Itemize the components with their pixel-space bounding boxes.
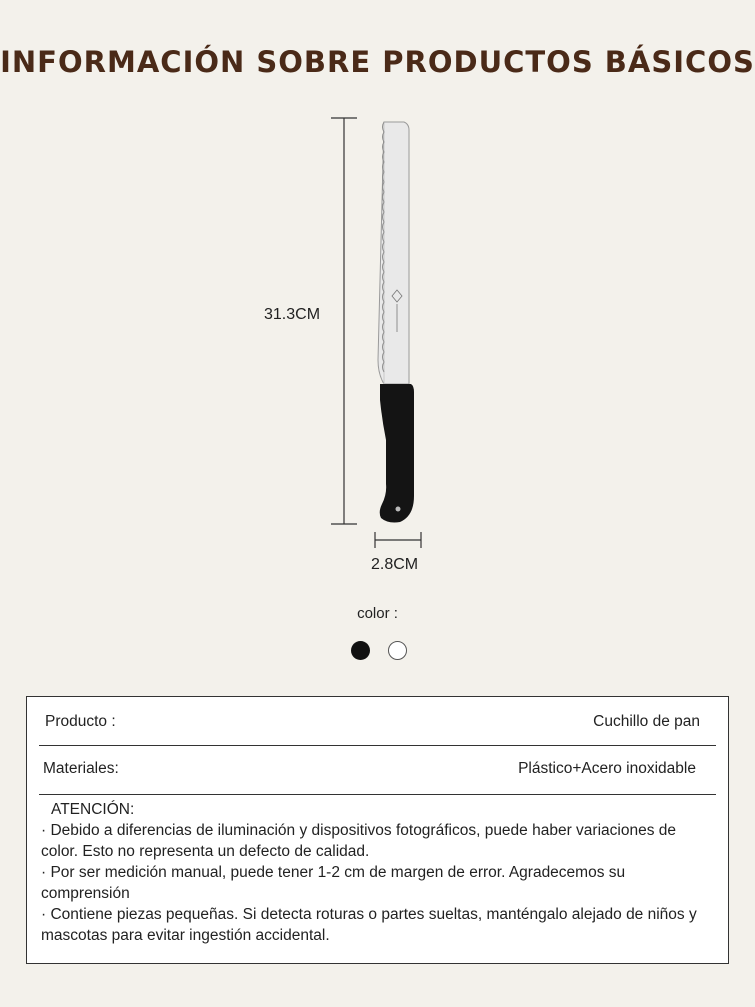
knife-illustration <box>0 100 755 580</box>
color-swatch-black[interactable] <box>351 641 370 660</box>
attention-heading: ATENCIÓN: <box>51 801 135 818</box>
note-item: · Por ser medición manual, puede tener 1-2 cm de margen de error. Agradecemos su comprensión <box>41 864 626 902</box>
spec-value-product: Cuchillo de pan <box>593 713 700 730</box>
knife-diagram <box>0 100 755 580</box>
height-dimension-line <box>331 118 357 524</box>
spec-key-materials: Materiales: <box>43 760 119 777</box>
attention-notes <box>41 799 712 946</box>
spec-row-materials <box>39 746 716 795</box>
knife-handle <box>380 384 414 523</box>
width-dimension-line <box>375 532 421 548</box>
spec-row-product <box>39 697 716 746</box>
color-label: color : <box>357 605 398 622</box>
height-dimension-label: 31.3CM <box>264 306 321 323</box>
color-swatch-white[interactable] <box>388 641 407 660</box>
note-item: · Debido a diferencias de iluminación y dispositivos fotográficos, puede haber variaciones de color. Esto no representa un defecto de calidad. <box>41 822 677 860</box>
note-item: · Contiene piezas pequeñas. Si detecta roturas o partes sueltas, manténgalo alejado de niños y mascotas para evitar ingestión accidental. <box>41 906 697 944</box>
width-dimension-label: 2.8CM <box>371 556 419 573</box>
knife-blade <box>378 122 409 384</box>
product-info-table <box>26 696 729 964</box>
page-title: INFORMACIÓN SOBRE PRODUCTOS BÁSICOS <box>0 45 755 79</box>
spec-key-product: Producto : <box>45 713 116 730</box>
spec-value-materials: Plástico+Acero inoxidable <box>518 760 696 777</box>
